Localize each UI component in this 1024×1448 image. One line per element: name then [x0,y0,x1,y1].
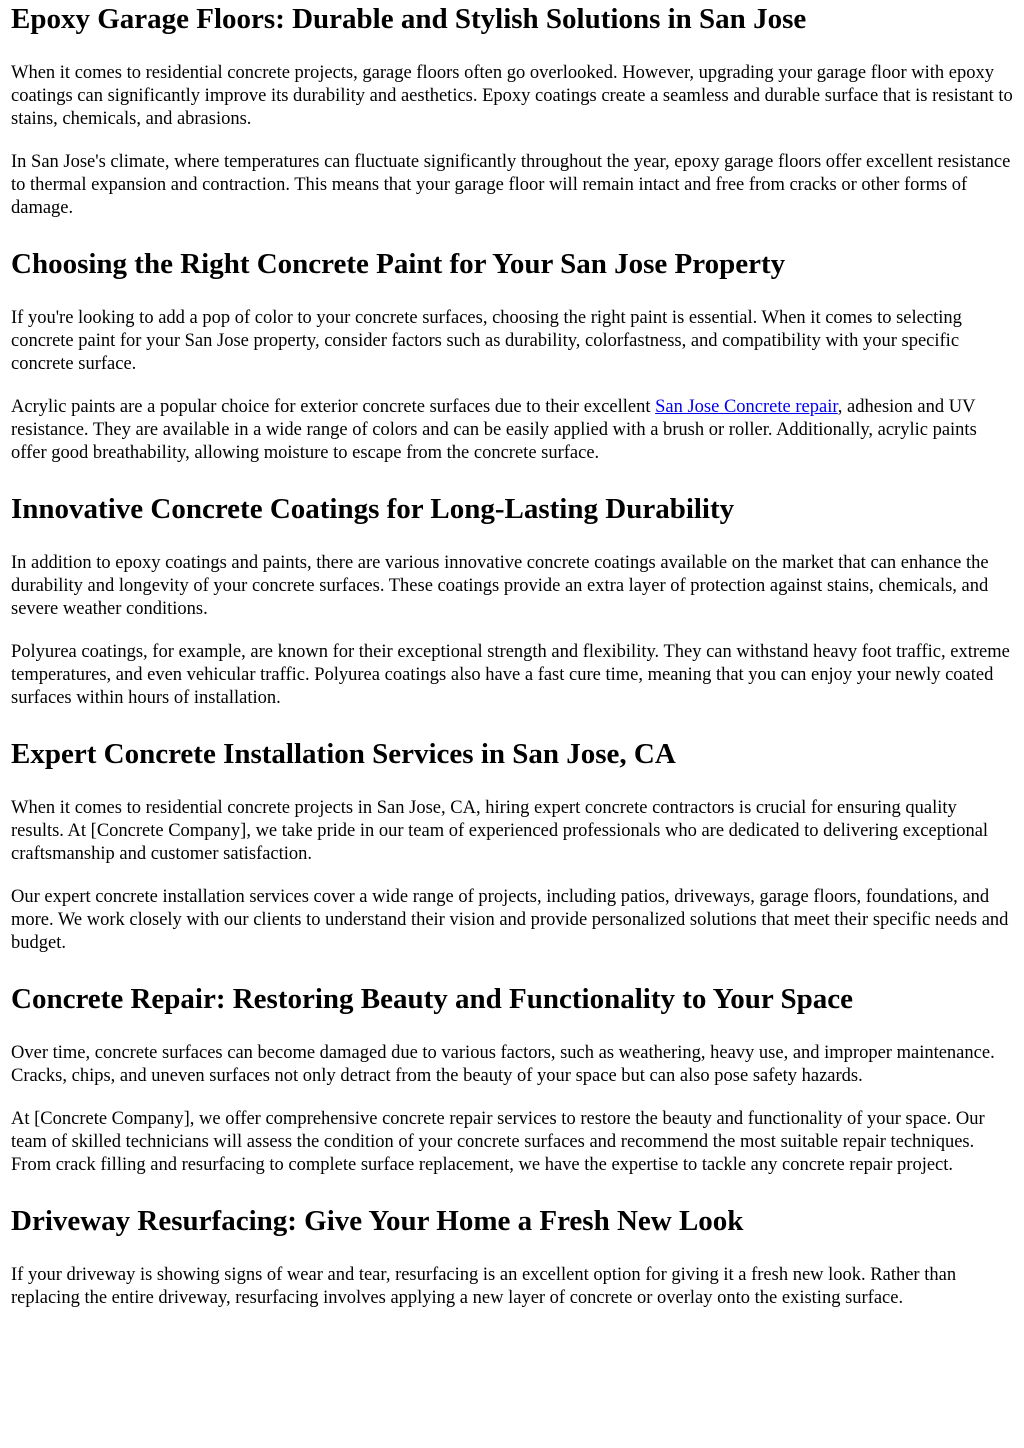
paragraph: Our expert concrete installation services cover a wide range of projects, including patios, driveways, garage floors, foundations, and more. We work closely with our clients to understand their vision and provide personalized solutions that meet their specific needs and budget. [11,887,1009,953]
paragraph: If you're looking to add a pop of color to your concrete surfaces, choosing the right paint is essential. When it comes to selecting concrete paint for your San Jose property, consider factors such as durability, colorfastness, and compatibility with your specific concrete surface. [11,308,962,374]
section-heading: Epoxy Garage Floors: Durable and Stylish Solutions in San Jose [11,3,807,35]
paragraph: In addition to epoxy coatings and paints, there are various innovative concrete coatings available on the market that can enhance the durability and longevity of your concrete surfaces. These coatings provide an extra layer of protection against stains, chemicals, and severe weather conditions. [11,553,989,619]
paragraph: If your driveway is showing signs of wear and tear, resurfacing is an excellent option for giving it a fresh new look. Rather than replacing the entire driveway, resurfacing involves applying a new layer of concrete or overlay onto the existing surface. [11,1265,957,1308]
paragraph: Over time, concrete surfaces can become damaged due to various factors, such as weathering, heavy use, and improper maintenance. Cracks, chips, and uneven surfaces not only detract from the beauty of your space but can also pose safety hazards. [11,1043,995,1086]
paragraph: In San Jose's climate, where temperatures can fluctuate significantly throughout the year, epoxy garage floors offer excellent resistance to thermal expansion and contraction. This means that your garage floor will remain intact and free from cracks or other forms of damage. [11,152,1011,218]
section-heading: Expert Concrete Installation Services in San Jose, CA [11,738,676,770]
paragraph: When it comes to residential concrete projects, garage floors often go overlooked. However, upgrading your garage floor with epoxy coatings can significantly improve its durability and aesthetics. Epoxy coatings create a seamless and durable surface that is resistant to stains, chemicals, and abrasions. [11,63,1013,129]
paragraph: When it comes to residential concrete projects in San Jose, CA, hiring expert concrete contractors is crucial for ensuring quality results. At [Concrete Company], we take pride in our team of experienced professionals who are dedicated to delivering exceptional craftsmanship and customer satisfaction. [11,798,989,864]
section-heading: Innovative Concrete Coatings for Long-Lasting Durability [11,493,735,525]
paragraph-with-link [11,396,1014,465]
section-heading: Choosing the Right Concrete Paint for Your San Jose Property [11,248,786,280]
article [0,2,1024,1310]
paragraph-text: , adhesion and UV resistance. They are available in a wide range of colors and can be easily applied with a brush or roller. Additionally, acrylic paints offer good breathability, allowing moisture to escape from the concrete surface. [11,397,977,463]
paragraph: At [Concrete Company], we offer comprehensive concrete repair services to restore the beauty and functionality of your space. Our team of skilled technicians will assess the condition of your concrete surfaces and recommend the most suitable repair techniques. From crack filling and resurfacing to complete surface replacement, we have the expertise to tackle any concrete repair project. [11,1109,985,1175]
paragraph: Polyurea coatings, for example, are known for their exceptional strength and flexibility. They can withstand heavy foot traffic, extreme temperatures, and even vehicular traffic. Polyurea coatings also have a fast cure time, meaning that you can enjoy your newly coated surfaces within hours of installation. [11,642,1010,708]
san-jose-concrete-repair-link[interactable]: San Jose Concrete repair [655,397,838,417]
paragraph-text: Acrylic paints are a popular choice for exterior concrete surfaces due to their excellent [11,397,656,417]
section-heading: Driveway Resurfacing: Give Your Home a Fresh New Look [11,1205,744,1237]
section-heading: Concrete Repair: Restoring Beauty and Functionality to Your Space [11,983,854,1015]
